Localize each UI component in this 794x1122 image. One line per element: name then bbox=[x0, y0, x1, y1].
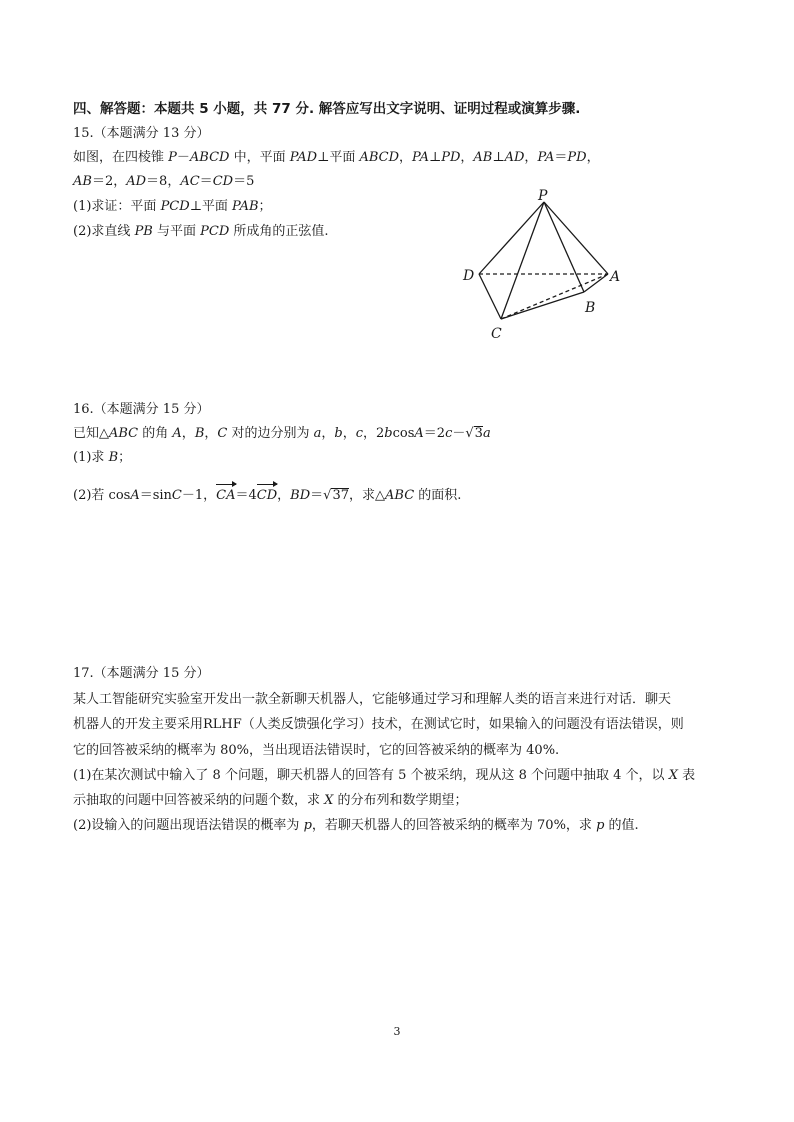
edge-PB bbox=[544, 202, 584, 292]
q15-stem-line2: AB＝2，AD＝8，AC＝CD＝5 bbox=[73, 174, 255, 189]
vector-CA: CA bbox=[216, 486, 235, 506]
q16-part1: (1)求 B； bbox=[73, 450, 132, 465]
section-heading: 四、解答题：本题共 5 小题，共 77 分. 解答应写出文字说明、证明过程或演算步骤. bbox=[73, 101, 581, 117]
edge-PA bbox=[544, 202, 608, 274]
label-P: P bbox=[538, 188, 548, 204]
q17-part1-line1: (1)在某次测试中输入了 8 个问题，聊天机器人的回答有 5 个被采纳，现从这 8 个问题中抽取 4 个，以 X 表 bbox=[73, 768, 696, 783]
q15-part1: (1)求证：平面 PCD⊥平面 PAB； bbox=[73, 199, 272, 214]
q16-stem: 已知△ABC 的角 A，B，C 对的边分别为 a，b，c，2bcosA＝2c－√3a bbox=[73, 426, 491, 441]
label-A: A bbox=[610, 269, 621, 285]
label-C: C bbox=[491, 326, 502, 342]
q17-part2: (2)设输入的问题出现语法错误的概率为 p，若聊天机器人的回答被采纳的概率为 70%，求 p 的值. bbox=[73, 818, 639, 833]
q17-line2: 机器人的开发主要采用RLHF（人类反馈强化学习）技术，在测试它时，如果输入的问题没有语法错误，则 bbox=[73, 717, 684, 732]
q16-header: 16.（本题满分 15 分） bbox=[73, 402, 210, 417]
edge-CB bbox=[501, 292, 584, 319]
label-D: D bbox=[463, 268, 475, 284]
q17-part1-line2: 示抽取的问题中回答被采纳的问题个数，求 X 的分布列和数学期望； bbox=[73, 793, 468, 808]
q16-part2: (2)若 cosA＝sinC－1，CA＝4CD，BD＝√37，求△ABC 的面积. bbox=[73, 486, 461, 506]
vector-CD: CD bbox=[257, 486, 277, 506]
page-number: 3 bbox=[393, 1025, 401, 1038]
edge-PD bbox=[479, 202, 544, 274]
q17-header: 17.（本题满分 15 分） bbox=[73, 666, 210, 681]
q15-header: 15.（本题满分 13 分） bbox=[73, 126, 210, 141]
label-B: B bbox=[585, 300, 596, 316]
q15-part2: (2)求直线 PB 与平面 PCD 所成角的正弦值. bbox=[73, 224, 329, 239]
q15-stem-line1: 如图，在四棱锥 P－ABCD 中，平面 PAD⊥平面 ABCD，PA⊥PD，AB⊥AD，PA＝PD， bbox=[73, 150, 600, 165]
q17-line3: 它的回答被采纳的概率为 80%，当出现语法错误时，它的回答被采纳的概率为 40%. bbox=[73, 743, 560, 758]
edge-PC bbox=[501, 202, 544, 319]
edge-DC bbox=[479, 274, 501, 319]
pyramid-figure bbox=[455, 188, 635, 348]
q17-line1: 某人工智能研究实验室开发出一款全新聊天机器人，它能够通过学习和理解人类的语言来进行对话．聊天 bbox=[73, 692, 672, 707]
